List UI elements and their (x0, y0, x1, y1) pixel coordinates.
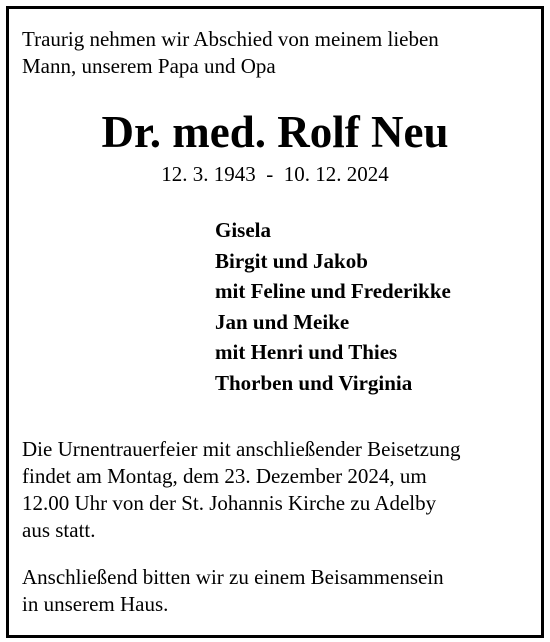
service-line: aus statt. (22, 518, 96, 542)
family-member: mit Henri und Thies (215, 340, 398, 365)
intro-text (22, 26, 532, 80)
closing-text (22, 564, 537, 618)
family-list (215, 215, 535, 399)
life-dates: 12. 3. 1943 - 10. 12. 2024 (161, 162, 389, 186)
service-line: 12.00 Uhr von der St. Johannis Kirche zu Adelby (22, 491, 437, 515)
family-member: Thorben und Virginia (215, 370, 413, 395)
service-line: Die Urnentrauerfeier mit anschließender Beisetzung (22, 437, 461, 461)
closing-line: in unserem Haus. (22, 592, 169, 616)
family-member: Birgit und Jakob (215, 248, 368, 273)
deceased-name: Dr. med. Rolf Neu (101, 107, 449, 157)
family-member: Jan und Meike (215, 309, 350, 334)
intro-line: Traurig nehmen wir Abschied von meinem lieben (22, 27, 439, 51)
family-member: Gisela (215, 218, 271, 242)
intro-line: Mann, unserem Papa und Opa (22, 54, 276, 78)
closing-line: Anschließend bitten wir zu einem Beisammensein (22, 565, 444, 589)
family-member: mit Feline und Frederikke (215, 279, 451, 304)
service-line: findet am Montag, dem 23. Dezember 2024, um (22, 464, 427, 488)
service-text (22, 436, 537, 544)
